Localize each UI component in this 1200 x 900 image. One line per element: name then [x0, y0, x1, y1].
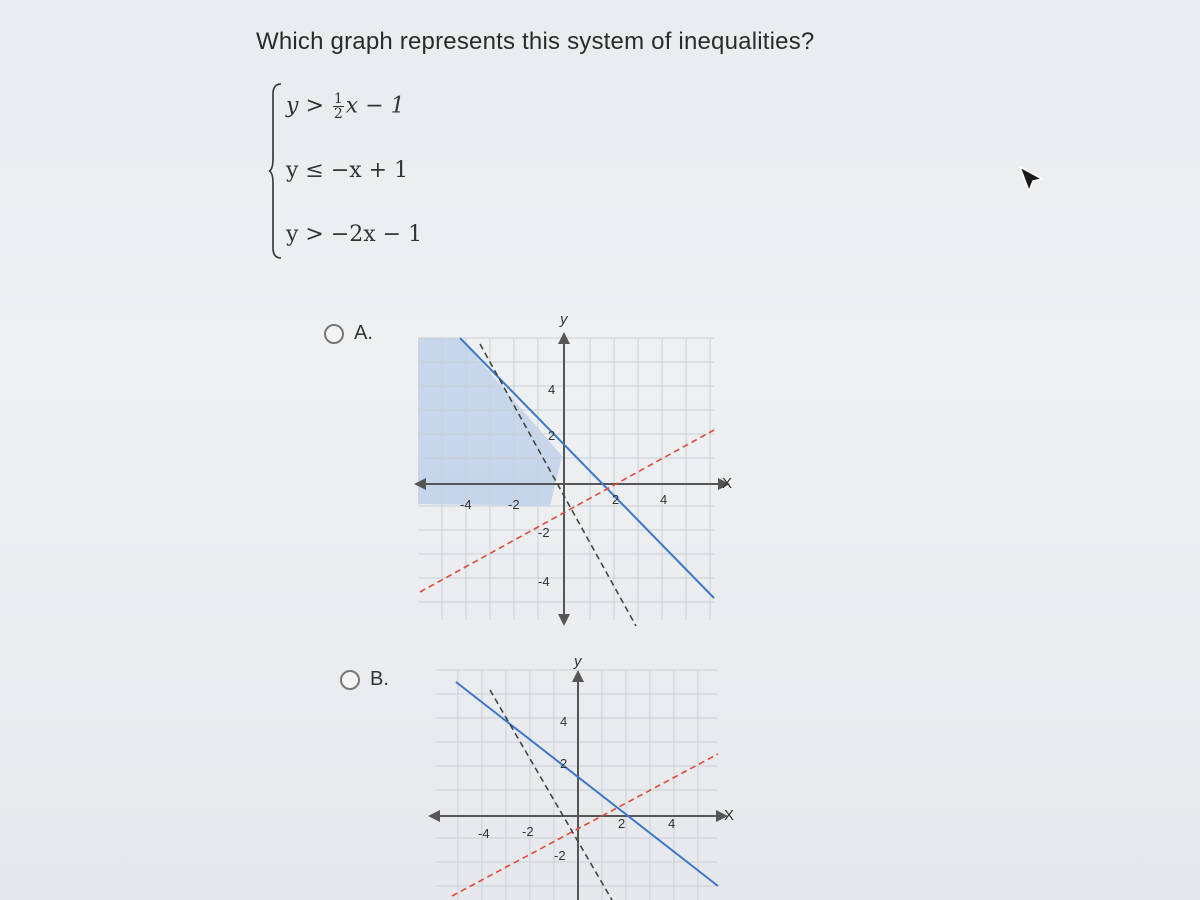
graph-b	[428, 650, 738, 900]
graph-a-y-tick-neg4: -4	[538, 574, 550, 589]
option-a-label: A.	[354, 322, 373, 344]
graph-a-x-label: X	[722, 475, 732, 492]
inequality-system	[268, 82, 508, 262]
graph-b-x-tick-2: 2	[618, 816, 626, 831]
question-text: Which graph represents this system of inequalities?	[256, 28, 815, 55]
option-b-label: B.	[370, 668, 389, 690]
graph-b-y-tick-neg2: -2	[554, 848, 566, 863]
inequality-2: y ≤ −x + 1	[286, 158, 409, 183]
option-b[interactable]	[340, 668, 389, 691]
graph-a-x-tick-neg2: -2	[508, 497, 520, 512]
graph-a-x-tick-2: 2	[612, 492, 620, 507]
graph-b-x-tick-neg4: -4	[478, 826, 490, 841]
graph-b-y-label: y	[574, 653, 582, 670]
graph-a-y-tick-neg2: -2	[538, 525, 550, 540]
mouse-pointer-icon	[1016, 165, 1046, 195]
graph-b-y-tick-2: 2	[560, 756, 568, 771]
option-a-radio[interactable]	[324, 324, 344, 344]
graph-b-dashed-line-red	[452, 754, 718, 896]
graph-b-y-tick-4: 4	[560, 714, 568, 729]
graph-a-x-tick-4: 4	[660, 492, 668, 507]
inequality-1: y > $\frac{1}{2}$ x − 1	[286, 91, 405, 122]
graph-a	[412, 310, 732, 630]
graph-a-y-tick-2: 2	[548, 428, 556, 443]
graph-a-y-label: y	[560, 311, 568, 328]
graph-a-y-tick-4: 4	[548, 382, 556, 397]
inequality-3: y > −2x − 1	[286, 222, 423, 247]
graph-a-x-tick-neg4: -4	[460, 497, 472, 512]
graph-b-x-label: X	[724, 807, 735, 824]
fraction-one-half: $\frac{1}{2}$	[333, 91, 343, 122]
left-brace	[268, 82, 284, 260]
option-a[interactable]	[324, 322, 373, 345]
option-b-radio[interactable]	[340, 670, 360, 690]
graph-b-x-tick-4: 4	[668, 816, 676, 831]
graph-b-x-tick-neg2: -2	[522, 824, 534, 839]
